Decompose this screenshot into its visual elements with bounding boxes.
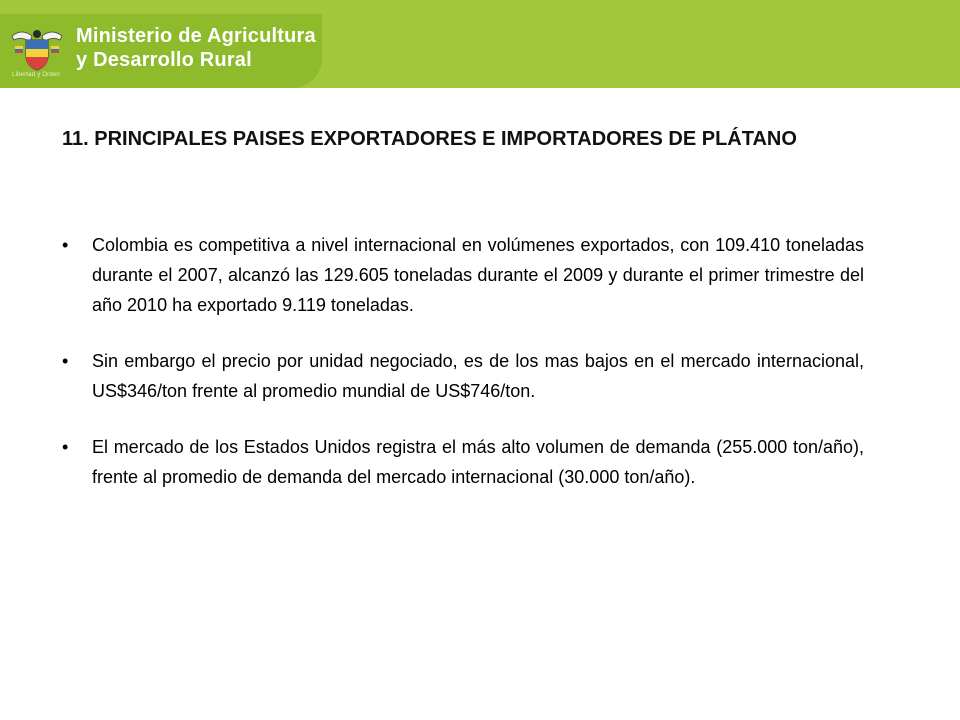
bullet-text: El mercado de los Estados Unidos registra el más alto volumen de demanda (255.000 ton/año), frente al promedio de demanda del mercado internacional (30.000 ton/año).: [92, 437, 864, 487]
bullet-list: [62, 230, 864, 518]
slide-title: 11. PRINCIPALES PAISES EXPORTADORES E IMPORTADORES DE PLÁTANO: [62, 128, 797, 150]
bullet-text: Colombia es competitiva a nivel internacional en volúmenes exportados, con 109.410 toneladas durante el 2007, alcanzó las 129.605 toneladas durante el 2009 y durante el primer trimestre del año 2010 ha exportado 9.119 toneladas.: [92, 235, 864, 315]
ministry-name-line1: Ministerio de Agricultura: [76, 25, 316, 47]
bullet-item: [62, 346, 864, 406]
bullet-marker: •: [62, 351, 69, 371]
bullet-marker: •: [62, 437, 69, 457]
ministry-name-line2: y Desarrollo Rural: [76, 49, 252, 71]
ministry-name: [76, 24, 316, 72]
colombia-coat-of-arms-icon: [8, 26, 66, 74]
bullet-text: Sin embargo el precio por unidad negociado, es de los mas bajos en el mercado internacional, US$346/ton frente al promedio mundial de US$746/ton.: [92, 351, 864, 401]
bullet-item: [62, 230, 864, 320]
bullet-marker: •: [62, 235, 69, 255]
bullet-item: [62, 432, 864, 492]
crest-motto: Libertad y Orden: [12, 72, 60, 78]
